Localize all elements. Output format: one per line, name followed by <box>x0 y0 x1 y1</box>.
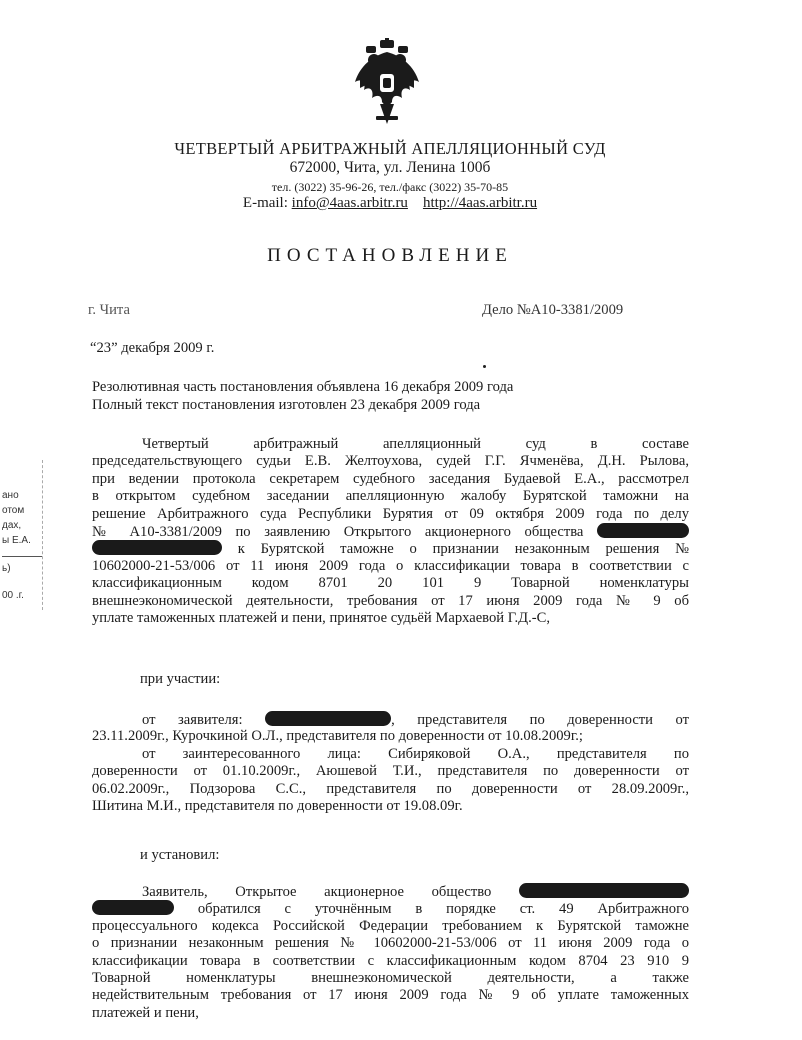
court-phones: тел. (3022) 35-96-26, тел./факс (3022) 35-70-85 <box>271 180 509 194</box>
text-line: Четвертый арбитражный апелляционный суд в составе <box>142 436 689 452</box>
resolution-announced: Резолютивная часть постановления объявлена 16 декабря 2009 года <box>92 379 514 395</box>
text-line: платежей и пени, <box>92 1004 199 1021</box>
text-line: процессуального кодекса Российской Федерации требованием к Бурятской таможне <box>92 917 689 934</box>
text-line: решение Арбитражного суда Республики Бурятия от 09 октября 2009 года по делу <box>92 505 689 522</box>
text-line: внешнеэкономической деятельности, требования от 17 июня 2009 года № 9 об <box>92 592 689 609</box>
redaction-mark <box>265 711 391 726</box>
city: г. Чита <box>88 302 130 318</box>
contact-line <box>0 195 780 212</box>
margin-edge <box>42 460 44 610</box>
text-line: при ведении протокола секретарем судебного заседания Будаевой Е.А., рассмотрел <box>92 470 689 487</box>
margin-text: ь) <box>2 563 11 574</box>
website-link[interactable]: http://4aas.arbitr.ru <box>422 195 538 211</box>
resolution-full-text: Полный текст постановления изготовлен 23 декабря 2009 года <box>92 397 481 413</box>
text-line: доверенности от 01.10.2009г., Аюшевой Т.И., представителя по доверенности от <box>92 763 689 780</box>
text-line: № А10-3381/2009 по заявлению Открытого акционерного общества <box>92 523 689 540</box>
text-line: Товарной номенклатуры внешнеэкономической деятельности, а также <box>92 969 689 986</box>
email-link[interactable]: info@4aas.arbitr.ru <box>291 195 408 211</box>
text-line: недействительным требования от 17 июня 2009 года № 9 об уплате таможенных <box>92 987 689 1004</box>
email-label: E-mail: <box>242 195 288 211</box>
text-line: уплате таможенных платежей и пени, принятое судьёй Мархаевой Г.Д.-С, <box>92 609 551 626</box>
margin-text: отом <box>2 505 25 516</box>
text-line: о признании незаконным решения № 10602000-21-53/006 от 11 июня 2009 года о <box>92 935 689 952</box>
text-line: в открытом судебном заседании апелляционную жалобу Бурятской таможни на <box>92 488 689 505</box>
text-line: от заявителя: , представителя по доверенности от <box>142 712 689 728</box>
paragraph-composition <box>92 436 689 627</box>
text-line: к Бурятской таможне о признании незаконным решения № <box>92 540 689 557</box>
scan-speck <box>483 365 486 368</box>
text-line: обратился с уточнённым в порядке ст. 49 Арбитражного <box>92 900 689 917</box>
participation-heading: при участии: <box>140 671 221 687</box>
text-line: Шитина М.И., представителя по доверенности от 19.08.09г. <box>92 797 463 814</box>
paragraph-participants <box>92 711 689 815</box>
document-title: ПОСТАНОВЛЕНИЕ <box>267 245 513 266</box>
text-line: председательствующего судьи Е.В. Желтоухова, судей Г.Г. Ячменёва, Д.Н. Рылова, <box>92 453 689 470</box>
redaction-mark <box>92 900 174 915</box>
text-line: 23.11.2009г., Курочкиной О.Л., представителя по доверенности от 10.08.2009г.; <box>92 728 583 745</box>
established-heading: и установил: <box>140 847 220 863</box>
coat-of-arms-icon <box>352 38 422 128</box>
text-line: 06.02.2009г., Подзорова С.С., представителя по доверенности от 28.09.2009г., <box>92 780 689 797</box>
court-address: 672000, Чита, ул. Ленина 100б <box>289 159 491 176</box>
margin-text: 00 .г. <box>2 590 24 601</box>
margin-fragment <box>0 460 44 620</box>
margin-text: ано <box>2 490 19 501</box>
case-number: Дело №А10-3381/2009 <box>482 302 624 318</box>
court-name: ЧЕТВЕРТЫЙ АРБИТРАЖНЫЙ АПЕЛЛЯЦИОННЫЙ СУД <box>174 139 606 158</box>
text-line: от заинтересованного лица: Сибиряковой О.А., представителя по <box>142 745 689 762</box>
redaction-mark <box>92 540 222 555</box>
text-line: Заявитель, Открытое акционерное общество <box>92 883 689 900</box>
margin-text: дах, <box>2 520 22 531</box>
text-line: классификационным кодом 8701 20 101 9 Товарной номенклатуры <box>92 575 689 592</box>
document-date: “23” декабря 2009 г. <box>90 340 215 356</box>
redaction-mark <box>519 883 689 898</box>
text-line: 10602000-21-53/006 от 11 июня 2009 года о классификации товара в соответствии с <box>92 557 689 574</box>
margin-text: ы Е.А. <box>2 535 31 546</box>
paragraph-claim <box>92 883 689 1022</box>
text-line: классификации товара в соответствии с классификационным кодом 8704 23 910 9 <box>92 952 689 969</box>
redaction-mark <box>597 523 689 538</box>
margin-rule <box>2 556 42 557</box>
